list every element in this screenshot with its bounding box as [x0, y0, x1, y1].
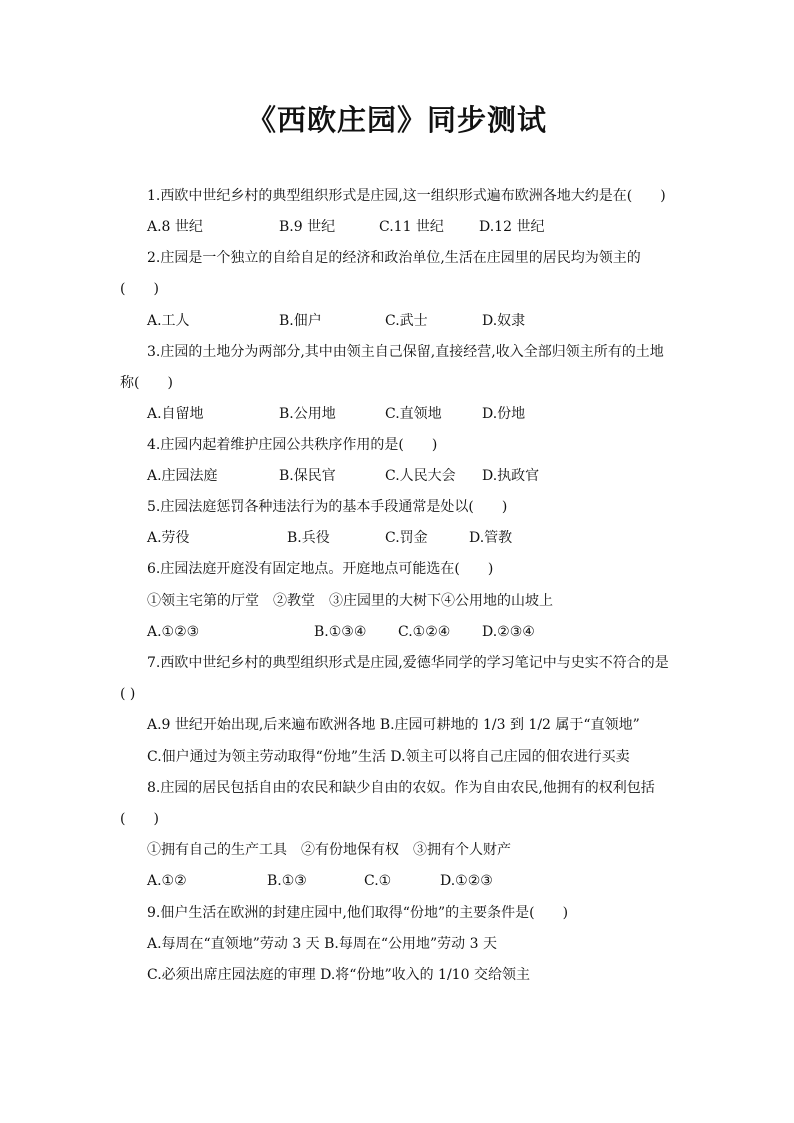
option-b: B.9 世纪: [279, 219, 336, 235]
question-3-stem: 3.庄园的土地分为两部分,其中由领主自己保留,直接经营,收入全部归领主所有的土地: [147, 344, 664, 360]
question-6-items: ①领主宅第的厅堂 ②教堂 ③庄园里的大树下④公用地的山坡上: [147, 593, 553, 609]
option-c: C.直领地: [385, 406, 442, 422]
question-8-items: ①拥有自己的生产工具 ②有份地保有权 ③拥有个人财产: [147, 842, 511, 858]
question-8-stem-continued: ( ): [120, 811, 159, 827]
question-6-stem: 6.庄园法庭开庭没有固定地点。开庭地点可能选在( ): [147, 561, 494, 577]
option-b: B.保民官: [279, 468, 336, 484]
question-7-stem: 7.西欧中世纪乡村的典型组织形式是庄园,爱德华同学的学习笔记中与史实不符合的是: [147, 655, 669, 671]
option-c: C.①②④: [398, 624, 451, 640]
option-d: D.12 世纪: [479, 219, 545, 235]
option-a: A.自留地: [147, 406, 204, 422]
question-9-stem: 9.佃户生活在欧洲的封建庄园中,他们取得“份地”的主要条件是( ): [147, 905, 569, 921]
option-d: D.奴隶: [482, 313, 526, 329]
option-a: A.庄园法庭: [147, 468, 218, 484]
option-c: C.人民大会: [385, 468, 456, 484]
question-7-options-line-2: C.佃户通过为领主劳动取得“份地”生活 D.领主可以将自己庄园的佃农进行买卖: [147, 749, 630, 765]
question-7-options-line-1: A.9 世纪开始出现,后来遍布欧洲各地 B.庄园可耕地的 1/3 到 1/2 属于“直领地”: [147, 717, 640, 733]
option-b: B.公用地: [279, 406, 336, 422]
option-d: D.执政官: [482, 468, 540, 484]
option-a: A.工人: [147, 313, 190, 329]
option-d: D.①②③: [440, 873, 493, 889]
option-c: C.罚金: [385, 530, 428, 546]
question-8-stem: 8.庄园的居民包括自由的农民和缺少自由的农奴。作为自由农民,他拥有的权利包括: [147, 780, 655, 796]
option-d: D.②③④: [482, 624, 535, 640]
question-9-options-line-2: C.必须出席庄园法庭的审理 D.将“份地”收入的 1/10 交给领主: [147, 967, 530, 983]
question-4-stem: 4.庄园内起着维护庄园公共秩序作用的是( ): [147, 437, 438, 453]
option-b: B.佃户: [279, 313, 322, 329]
option-a: A.8 世纪: [147, 219, 203, 235]
question-9-options-line-1: A.每周在“直领地”劳动 3 天 B.每周在“公用地”劳动 3 天: [147, 936, 497, 952]
option-d: D.管教: [469, 530, 513, 546]
question-2-stem-continued: ( ): [120, 281, 159, 297]
option-a: A.①②: [147, 873, 187, 889]
option-a: A.劳役: [147, 530, 190, 546]
option-b: B.①③④: [314, 624, 367, 640]
option-b: B.兵役: [287, 530, 330, 546]
option-a: A.①②③: [147, 624, 200, 640]
option-d: D.份地: [482, 406, 526, 422]
question-5-stem: 5.庄园法庭惩罚各种违法行为的基本手段通常是处以( ): [147, 499, 508, 515]
page-title: 《西欧庄园》同步测试: [246, 103, 547, 137]
option-c: C.11 世纪: [379, 219, 444, 235]
option-b: B.①③: [267, 873, 307, 889]
question-1-stem: 1.西欧中世纪乡村的典型组织形式是庄园,这一组织形式遍布欧洲各地大约是在( ): [147, 188, 666, 204]
option-c: C.武士: [385, 313, 428, 329]
question-7-stem-continued: ( ): [120, 686, 136, 702]
option-c: C.①: [364, 873, 392, 889]
question-2-stem: 2.庄园是一个独立的自给自足的经济和政治单位,生活在庄园里的居民均为领主的: [147, 250, 641, 266]
question-3-stem-continued: 称( ): [120, 375, 173, 391]
